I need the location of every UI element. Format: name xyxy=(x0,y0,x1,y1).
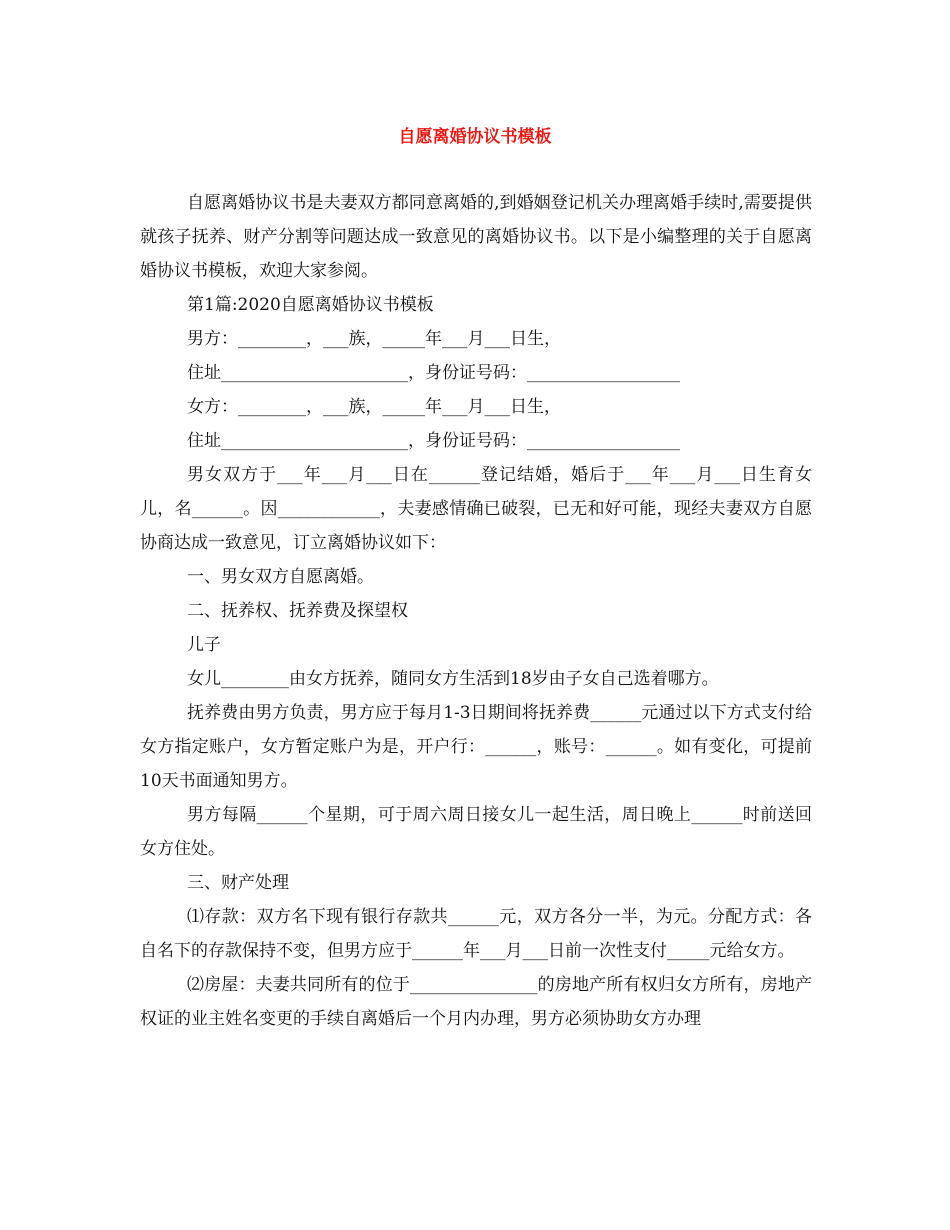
wife-address-line: 住址______________________，身份证号码：__________________ xyxy=(187,431,680,451)
husband-address-line: 住址______________________，身份证号码：__________________ xyxy=(187,363,680,383)
section-heading-part-1: 第1篇:2020自愿离婚协议书模板 xyxy=(187,295,434,315)
savings-paragraph: ⑴存款：双方名下现有银行存款共______元，双方各分一半，为元。分配方式：各自名下的存款保持不变，但男方应于______年___月___日前一次性支付_____元给女方。 xyxy=(140,907,812,961)
visitation-paragraph: 男方每隔______个星期，可于周六周日接女儿一起生活，周日晚上______时前送回女方住处。 xyxy=(140,805,812,859)
husband-info-line: 男方：________，___族，_____年___月___日生， xyxy=(187,329,561,349)
marriage-statement-paragraph: 男女双方于___年___月___日在______登记结婚，婚后于___年___月___日生育女儿，名______。因____________，夫妻感情确已破裂，已无和好可能，现经夫妻双方自愿协商达成一致意见，订立离婚协议如下： xyxy=(140,465,812,553)
wife-info-line: 女方：________，___族，_____年___月___日生， xyxy=(187,397,561,417)
clause-1-heading: 一、男女双方自愿离婚。 xyxy=(187,567,374,587)
son-line: 儿子 xyxy=(187,635,221,655)
document-body xyxy=(140,186,812,1036)
daughter-custody-paragraph: 女儿________由女方抚养，随同女方生活到18岁由子女自己选着哪方。 xyxy=(187,669,719,689)
child-support-paragraph: 抚养费由男方负责，男方应于每月1-3日期间将抚养费______元通过以下方式支付给女方指定账户，女方暂定账户为是，开户行：______，账号：______。如有变化，可提前10天书面通知男方。 xyxy=(140,703,812,791)
clause-3-heading: 三、财产处理 xyxy=(187,873,289,893)
document-title: 自愿离婚协议书模板 xyxy=(398,127,552,147)
intro-paragraph: 自愿离婚协议书是夫妻双方都同意离婚的,到婚姻登记机关办理离婚手续时,需要提供就孩子抚养、财产分割等问题达成一致意见的离婚协议书。以下是小编整理的关于自愿离婚协议书模板，欢迎大家参阅。 xyxy=(140,193,812,281)
housing-paragraph: ⑵房屋：夫妻共同所有的位于_______________的房地产所有权归女方所有，房地产权证的业主姓名变更的手续自离婚后一个月内办理，男方必须协助女方办理 xyxy=(140,975,812,1029)
clause-2-heading: 二、抚养权、抚养费及探望权 xyxy=(187,601,408,621)
